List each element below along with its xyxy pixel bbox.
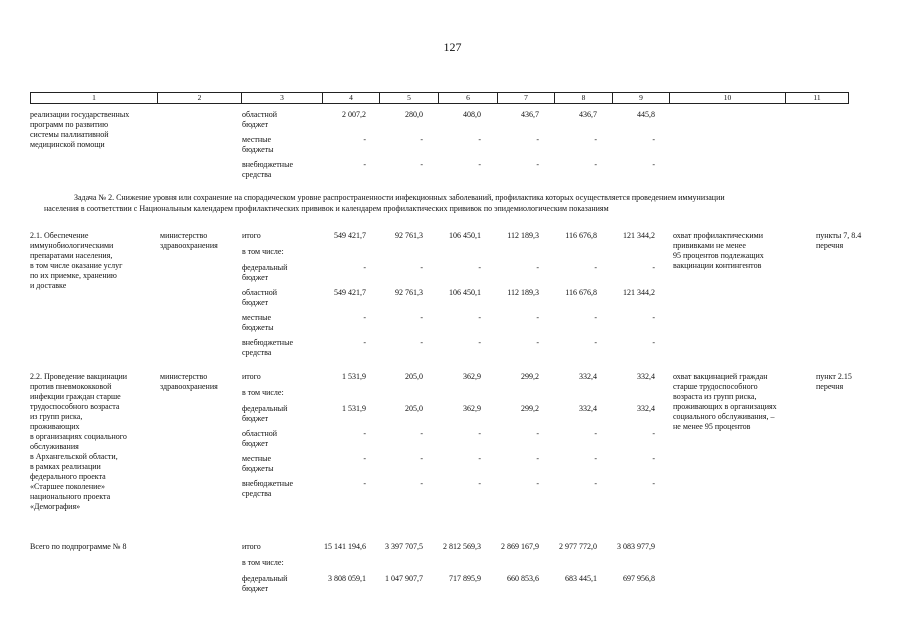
budget-value-cell: - xyxy=(536,263,539,272)
budget-value-cell: - xyxy=(652,429,655,438)
budget-value-cell: - xyxy=(363,429,366,438)
task-2-line-2: населения в соответствии с Национальным календарем профилактических прививок и календарем профилактических прививок по эпидемиологическим показаниям xyxy=(44,204,609,213)
budget-value-cell: - xyxy=(363,135,366,144)
budget-value-cell: - xyxy=(536,135,539,144)
budget-value-cell: 116 676,8 xyxy=(565,231,597,240)
budget-value-cell: - xyxy=(652,263,655,272)
activity-name: федерального проекта xyxy=(30,472,106,481)
budget-value-cell: - xyxy=(478,263,481,272)
budget-value-cell: - xyxy=(478,313,481,322)
budget-value-cell: 205,0 xyxy=(405,372,423,381)
budget-value-cell: - xyxy=(652,135,655,144)
funding-source-label: местные xyxy=(242,454,272,463)
budget-value-cell: - xyxy=(478,429,481,438)
column-number-4: 4 xyxy=(323,93,380,104)
target-indicator: 95 процентов подлежащих xyxy=(673,251,764,260)
activity-name: в том числе оказание услуг xyxy=(30,261,123,270)
budget-value-cell: - xyxy=(536,429,539,438)
budget-value-cell: 299,2 xyxy=(521,404,539,413)
budget-value-cell: 332,4 xyxy=(579,404,597,413)
budget-value-cell: 683 445,1 xyxy=(565,574,597,583)
budget-value-cell: 205,0 xyxy=(405,404,423,413)
budget-value-cell: - xyxy=(652,160,655,169)
budget-value-cell: 332,4 xyxy=(637,372,655,381)
column-number-3: 3 xyxy=(242,93,323,104)
budget-value-cell: 280,0 xyxy=(405,110,423,119)
budget-value-cell: 362,9 xyxy=(463,404,481,413)
funding-source-label: в том числе: xyxy=(242,247,284,256)
budget-value-cell: - xyxy=(363,263,366,272)
page-number: 127 xyxy=(443,40,462,54)
budget-value-cell: 121 344,2 xyxy=(623,231,655,240)
budget-value-cell: - xyxy=(594,263,597,272)
funding-source-label: бюджет xyxy=(242,298,269,307)
activity-name: реализации государственных xyxy=(30,110,130,119)
budget-value-cell: 1 047 907,7 xyxy=(385,574,423,583)
executor: здравоохранения xyxy=(160,241,218,250)
target-indicator: прививками не менее xyxy=(673,241,746,250)
target-indicator: не менее 95 процентов xyxy=(673,422,751,431)
budget-value-cell: 1 531,9 xyxy=(342,404,366,413)
budget-value-cell: - xyxy=(594,429,597,438)
column-number-5: 5 xyxy=(380,93,439,104)
target-indicator: социального обслуживания, – xyxy=(673,412,775,421)
budget-value-cell: - xyxy=(478,454,481,463)
budget-value-cell: - xyxy=(420,338,423,347)
funding-source-label: в том числе: xyxy=(242,558,284,567)
budget-value-cell: - xyxy=(536,479,539,488)
activity-name: Всего по подпрограмме № 8 xyxy=(30,542,127,551)
column-number-9: 9 xyxy=(613,93,670,104)
funding-source-label: местные xyxy=(242,135,272,144)
budget-value-cell: - xyxy=(478,479,481,488)
funding-source-label: итого xyxy=(242,231,261,240)
budget-value-cell: 1 531,9 xyxy=(342,372,366,381)
budget-value-cell: 15 141 194,6 xyxy=(324,542,366,551)
budget-value-cell: - xyxy=(536,313,539,322)
column-number-6: 6 xyxy=(439,93,498,104)
activity-name: системы паллиативной xyxy=(30,130,109,139)
activity-name: 2.1. Обеспечение xyxy=(30,231,89,240)
budget-value-cell: - xyxy=(594,454,597,463)
budget-value-cell: - xyxy=(594,338,597,347)
budget-value-cell: 112 189,3 xyxy=(507,288,539,297)
budget-value-cell: 436,7 xyxy=(579,110,597,119)
budget-value-cell: 549 421,7 xyxy=(334,288,366,297)
funding-source-label: итого xyxy=(242,372,261,381)
activity-name: против пневмококковой xyxy=(30,382,112,391)
budget-value-cell: 92 761,3 xyxy=(395,231,423,240)
budget-value-cell: 362,9 xyxy=(463,372,481,381)
funding-source-label: областной xyxy=(242,288,278,297)
budget-value-cell: 112 189,3 xyxy=(507,231,539,240)
budget-value-cell: - xyxy=(420,313,423,322)
funding-source-label: федеральный xyxy=(242,404,288,413)
budget-value-cell: 299,2 xyxy=(521,372,539,381)
reference-note: пункты 7, 8.4 xyxy=(816,231,862,240)
funding-source-label: федеральный xyxy=(242,263,288,272)
budget-value-cell: 549 421,7 xyxy=(334,231,366,240)
budget-value-cell: - xyxy=(420,479,423,488)
task-2-line-1: Задача № 2. Снижение уровня или сохранение на спорадическом уровне распространенности инфекционных заболеваний, профилактика которых осуществляется проведением иммунизации xyxy=(74,193,725,202)
budget-value-cell: 332,4 xyxy=(637,404,655,413)
activity-name: «Демография» xyxy=(30,502,81,511)
activity-name: препаратами населения, xyxy=(30,251,113,260)
budget-value-cell: - xyxy=(420,454,423,463)
budget-value-cell: 697 956,8 xyxy=(623,574,655,583)
activity-name: в рамках реализации xyxy=(30,462,101,471)
activity-name: и доставке xyxy=(30,281,67,290)
budget-value-cell: 116 676,8 xyxy=(565,288,597,297)
budget-value-cell: 106 450,1 xyxy=(449,231,481,240)
budget-value-cell: 3 397 707,5 xyxy=(385,542,423,551)
target-indicator: возраста из групп риска, xyxy=(673,392,757,401)
budget-value-cell: 106 450,1 xyxy=(449,288,481,297)
executor: министерство xyxy=(160,231,208,240)
budget-value-cell: 2 977 772,0 xyxy=(559,542,597,551)
funding-source-label: бюджет xyxy=(242,414,269,423)
funding-source-label: бюджеты xyxy=(242,145,274,154)
budget-value-cell: - xyxy=(363,313,366,322)
budget-value-cell: 2 812 569,3 xyxy=(443,542,481,551)
budget-value-cell: - xyxy=(363,338,366,347)
column-number-2: 2 xyxy=(158,93,242,104)
budget-value-cell: - xyxy=(363,479,366,488)
funding-source-label: в том числе: xyxy=(242,388,284,397)
budget-value-cell: - xyxy=(536,454,539,463)
budget-value-cell: - xyxy=(594,479,597,488)
activity-name: национального проекта xyxy=(30,492,111,501)
budget-value-cell: - xyxy=(420,429,423,438)
activity-name: трудоспособного возраста xyxy=(30,402,120,411)
funding-source-label: бюджеты xyxy=(242,323,274,332)
executor: здравоохранения xyxy=(160,382,218,391)
activity-name: проживающих xyxy=(30,422,80,431)
budget-value-cell: - xyxy=(652,338,655,347)
budget-value-cell: - xyxy=(536,160,539,169)
activity-name: по их приемке, хранению xyxy=(30,271,117,280)
target-indicator: охват профилактическими xyxy=(673,231,763,240)
budget-value-cell: 445,8 xyxy=(637,110,655,119)
budget-value-cell: - xyxy=(420,263,423,272)
activity-name: 2.2. Проведение вакцинации xyxy=(30,372,128,381)
budget-value-cell: 717 895,9 xyxy=(449,574,481,583)
budget-value-cell: - xyxy=(478,338,481,347)
funding-source-label: местные xyxy=(242,313,272,322)
funding-source-label: бюджет xyxy=(242,120,269,129)
activity-name: медицинской помощи xyxy=(30,140,105,149)
column-number-10: 10 xyxy=(670,93,786,104)
funding-source-label: бюджеты xyxy=(242,464,274,473)
task-2-heading xyxy=(30,192,860,214)
funding-source-label: внебюджетные xyxy=(242,479,293,488)
funding-source-label: средства xyxy=(242,489,272,498)
budget-value-cell: - xyxy=(363,160,366,169)
reference-note: пункт 2.15 xyxy=(816,372,852,381)
budget-value-cell: - xyxy=(652,454,655,463)
activity-name: иммунобиологическими xyxy=(30,241,114,250)
budget-value-cell: 436,7 xyxy=(521,110,539,119)
funding-source-label: внебюджетные xyxy=(242,160,293,169)
budget-value-cell: - xyxy=(594,135,597,144)
target-indicator: охват вакцинацией граждан xyxy=(673,372,768,381)
column-number-11: 11 xyxy=(786,93,849,104)
budget-value-cell: 3 083 977,9 xyxy=(617,542,655,551)
activity-name: в организациях социального xyxy=(30,432,127,441)
budget-value-cell: - xyxy=(420,135,423,144)
budget-value-cell: 408,0 xyxy=(463,110,481,119)
reference-note: перечня xyxy=(816,241,844,250)
activity-name: из групп риска, xyxy=(30,412,83,421)
funding-source-label: бюджет xyxy=(242,439,269,448)
target-indicator: старше трудоспособного xyxy=(673,382,758,391)
budget-value-cell: 92 761,3 xyxy=(395,288,423,297)
budget-value-cell: - xyxy=(363,454,366,463)
reference-note: перечня xyxy=(816,382,844,391)
activity-name: в Архангельской области, xyxy=(30,452,118,461)
funding-source-label: внебюджетные xyxy=(242,338,293,347)
budget-value-cell: 2 007,2 xyxy=(342,110,366,119)
executor: министерство xyxy=(160,372,208,381)
column-number-7: 7 xyxy=(498,93,555,104)
budget-value-cell: - xyxy=(478,135,481,144)
column-number-header xyxy=(30,92,849,104)
activity-name: «Старшее поколение» xyxy=(30,482,105,491)
funding-source-label: федеральный xyxy=(242,574,288,583)
funding-source-label: средства xyxy=(242,170,272,179)
funding-source-label: итого xyxy=(242,542,261,551)
activity-name: программ по развитию xyxy=(30,120,109,129)
activity-name: инфекции граждан старше xyxy=(30,392,121,401)
budget-value-cell: - xyxy=(594,160,597,169)
activity-name: обслуживания xyxy=(30,442,79,451)
budget-value-cell: - xyxy=(420,160,423,169)
budget-value-cell: 332,4 xyxy=(579,372,597,381)
budget-value-cell: - xyxy=(652,313,655,322)
column-number-1: 1 xyxy=(31,93,158,104)
funding-source-label: средства xyxy=(242,348,272,357)
funding-source-label: областной xyxy=(242,110,278,119)
budget-value-cell: 660 853,6 xyxy=(507,574,539,583)
column-number-8: 8 xyxy=(555,93,613,104)
target-indicator: вакцинации контингентов xyxy=(673,261,762,270)
budget-value-cell: - xyxy=(478,160,481,169)
funding-source-label: бюджет xyxy=(242,584,269,593)
budget-value-cell: 2 869 167,9 xyxy=(501,542,539,551)
funding-source-label: областной xyxy=(242,429,278,438)
budget-value-cell: - xyxy=(652,479,655,488)
budget-value-cell: 121 344,2 xyxy=(623,288,655,297)
budget-value-cell: - xyxy=(536,338,539,347)
funding-source-label: бюджет xyxy=(242,273,269,282)
target-indicator: проживающих в организациях xyxy=(673,402,777,411)
budget-value-cell: 3 808 059,1 xyxy=(328,574,366,583)
budget-value-cell: - xyxy=(594,313,597,322)
